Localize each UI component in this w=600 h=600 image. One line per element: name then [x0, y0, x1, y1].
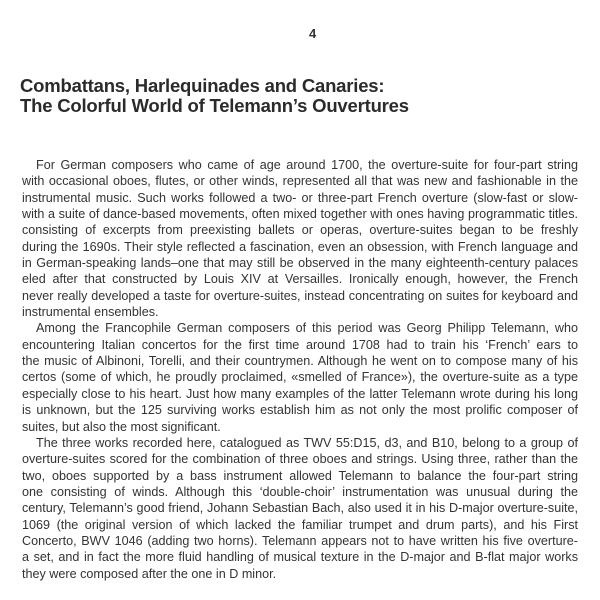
text-line: encountering Italian concertos for the first time around 1708 had to train his ‘French’ ears to: [22, 337, 578, 352]
text-line: with a suite of dance-based movements, often mixed together with ones having programmatic titles.: [22, 207, 578, 222]
text-line: instrumental music. Such works followed a two- or three-part French overture (slow-fast or slow-: [22, 190, 578, 205]
text-line: the music of Albinoni, Torelli, and their countrymen. Although he went on to compose many of his: [22, 354, 578, 369]
text-line: instrumental ensembles.: [22, 305, 159, 320]
text-line: consisting of excerpts from preexisting ballets or operas, overture-suites began to be freshly: [22, 223, 578, 238]
text-line: one consisting of winds. Although this ‘double-choir’ instrumentation was unusual during the: [22, 484, 578, 499]
text-line: overture-suites scored for the combination of three oboes and strings. Using three, rather than the: [22, 452, 578, 467]
paragraph: [22, 435, 578, 582]
title-line-1: Combattans, Harlequinades and Canaries:: [20, 75, 385, 96]
text-line: two, oboes supported by a bass instrument allowed Telemann to balance the four-part string: [22, 468, 578, 483]
title-line-2: The Colorful World of Telemann’s Ouvertures: [20, 95, 409, 116]
text-line: Among the Francophile German composers of this period was Georg Philipp Telemann, who: [36, 321, 578, 336]
text-line: century, Telemann’s good friend, Johann Sebastian Bach, also used it in his D-major overture-suite,: [22, 501, 578, 516]
paragraph: [22, 157, 578, 320]
page-number: 4: [309, 26, 317, 41]
text-line: a set, and in fact the more fluid handling of musical texture in the D-major and B-flat major works: [22, 550, 578, 565]
text-line: suites, but also the most significant.: [22, 419, 221, 434]
text-line: The three works recorded here, catalogued as TWV 55:D15, d3, and B10, belong to a group of: [36, 435, 578, 450]
text-line: never really developed a taste for overture-suites, instead concentrating on suites for keyboard and: [22, 288, 578, 303]
text-line: especially close to his heart. Just how many examples of the latter Telemann wrote during his long: [22, 386, 578, 401]
text-line: in German-speaking lands–one that may still be observed in the many eighteenth-century palaces: [22, 256, 578, 271]
text-line: certos (some of which, he proudly proclaimed, «smelled of France»), the overture-suite as a type: [22, 370, 578, 385]
page-title: [20, 76, 409, 116]
text-line: is unknown, but the 125 surviving works establish him as not only the most prolific composer of: [22, 403, 578, 418]
paragraph: [22, 320, 578, 434]
body-text: [22, 157, 578, 582]
text-line: with occasional oboes, flutes, or other winds, represented all that was new and fashionable in the: [22, 174, 578, 189]
text-line: 1069 (the original version of which lacked the familiar trumpet and drum parts), and his First: [22, 517, 578, 532]
text-line: eled after that constructed by Louis XIV at Versailles. Ironically enough, however, the French: [22, 272, 578, 287]
text-line: Concerto, BWV 1046 (adding two horns). Telemann appears not to have written his five overture-: [22, 533, 578, 548]
text-line: during the 1690s. Their style reflected a fascination, even an obsession, with French language and: [22, 239, 578, 254]
text-line: they were composed after the one in D minor.: [22, 566, 277, 581]
text-line: For German composers who came of age around 1700, the overture-suite for four-part string: [36, 158, 578, 172]
